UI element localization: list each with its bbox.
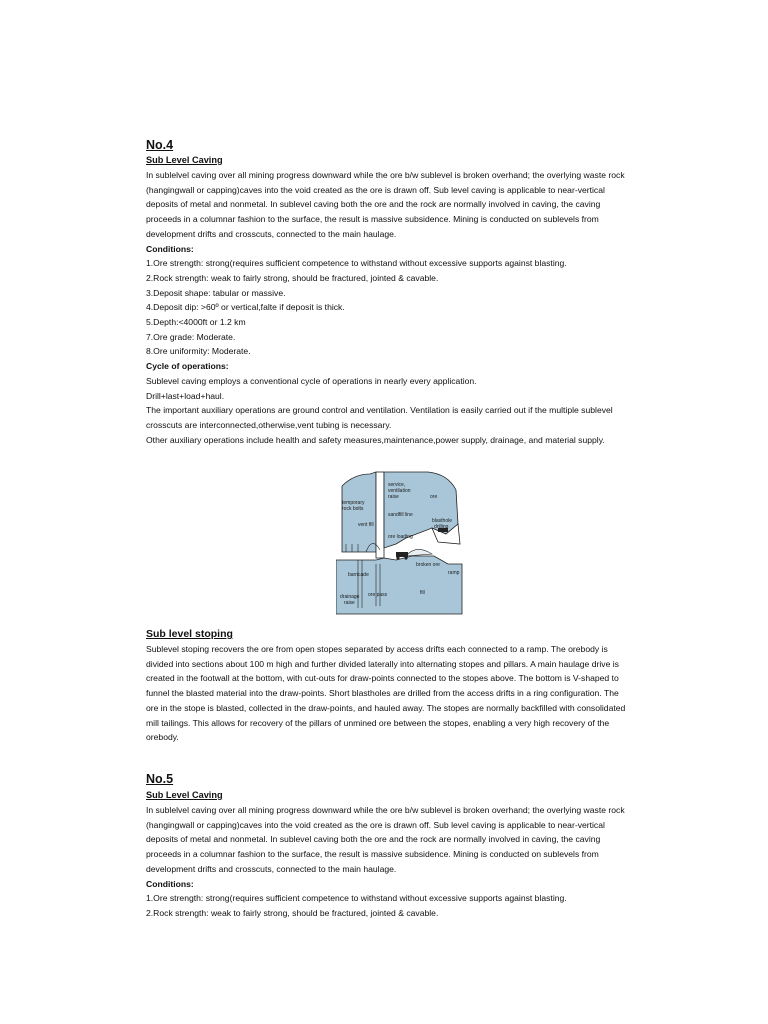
paragraph-line: (hangingwall or capping)caves into the void created as the ore is drawn off. Sub level caving is applicable to near-vertical [146,184,605,195]
condition-item: 8.Ore uniformity: Moderate. [146,346,251,357]
label-drainage-raise: raise [344,600,355,606]
cycle-line: Drill+last+load+haul. [146,390,225,401]
condition-item: 2.Rock strength: weak to fairly strong, should be fractured, jointed & cavable. [146,272,439,283]
paragraph-line: deposits of metal and nonmetal. In sublevel caving both the ore and the rock are normally involved in caving, the caving [146,199,601,210]
broken-ore-pile [406,549,432,556]
label-blasthole: blasthole [432,518,453,524]
cycle-line: crosscuts are interconnected,otherwise,vent tubing is necessary. [146,419,392,430]
label-drilling: drilling [434,524,449,530]
label-ore-loading: ore loading [388,534,413,540]
no5-body [146,803,656,921]
cycle-line: Other auxiliary operations include health and safety measures,maintenance,power supply, drainage, and material supply. [146,434,605,445]
cycle-line: The important auxiliary operations are ground control and ventilation. Ventilation is easily carried out if the multiple sublevel [146,405,613,416]
condition-item: 4.Deposit dip: >60º or vertical,falte if deposit is thick. [146,302,345,313]
diagram-svg [336,468,464,616]
paragraph-line: created in the footwall at the bottom, with cut-outs for draw-points connected to the stopes above. The bottom is V-shaped to [146,673,619,684]
paragraph-line: proceeds in a columnar fashion to the surface, the result is massive subsidence. Mining is conducted on sublevels from [146,214,599,225]
label-service: service, [388,482,406,488]
condition-item: 2.Rock strength: weak to fairly strong, should be fractured, jointed & cavable. [146,907,439,918]
label-ore: ore [430,494,438,500]
paragraph-line: development drifts and crosscuts, connected to the main haulage. [146,228,397,239]
paragraph-line: mill tailings. This allows for recovery of the pillars of unmined ore between the stopes, enabling a very high recovery of the [146,717,610,728]
sublevel-caving-diagram [336,468,464,616]
label-sandfill: sandfill line [388,512,413,518]
paragraph-line: orebody. [146,732,179,743]
section-subtitle-no5: Sub Level Caving [146,790,223,800]
condition-item: 5.Depth:<4000ft or 1.2 km [146,317,246,328]
label-temporary: temporary [342,500,365,506]
paragraph-line: development drifts and crosscuts, connected to the main haulage. [146,863,397,874]
condition-item: 1.Ore strength: strong(requires sufficient competence to withstand without excessive supports against blasting. [146,893,567,904]
paragraph-line: In sublelvel caving over all mining progress downward while the ore b/w sublevel is broken overhand; the overlying waste rock [146,805,625,815]
label-vent-fill: vent fill [358,522,374,528]
condition-item: 1.Ore strength: strong(requires sufficient competence to withstand without excessive supports against blasting. [146,258,567,269]
stoping-body [146,642,656,745]
label-barricade: barricade [348,572,369,578]
label-rock-bolts: rock bolts [342,506,364,512]
upper-left-rock [342,472,376,552]
section-number-no4: No.4 [146,138,174,152]
raise-shaft [376,472,384,558]
label-fill: fill [420,590,425,596]
lower-fill [336,556,462,614]
paragraph-line: In sublelvel caving over all mining progress downward while the ore b/w sublevel is broken overhand; the overlying waste rock [146,170,625,180]
conditions-heading: Conditions: [146,243,194,254]
cycle-heading: Cycle of operations: [146,361,229,372]
no4-body [146,168,656,447]
paragraph-line: divided into sections about 100 m high and further divided laterally into alternating stopes and pillars. A main haulage drive is [146,658,619,669]
section-number-no5: No.5 [146,772,174,786]
label-drainage: drainage [340,594,360,600]
label-ore-pass: ore pass [368,592,388,598]
cycle-line: Sublevel caving employs a conventional cycle of operations in nearly every application. [146,375,477,386]
label-ramp: ramp [448,570,460,576]
paragraph-line: deposits of metal and nonmetal. In sublevel caving both the ore and the rock are normally involved in caving, the caving [146,834,601,845]
paragraph-line: proceeds in a columnar fashion to the surface, the result is massive subsidence. Mining is conducted on sublevels from [146,849,599,860]
paragraph-line: ore in the stope is blasted, collected in the draw-points, and hauled away. The stopes are normally backfilled with consolidated [146,702,626,713]
label-broken-ore: broken ore [416,562,440,568]
paragraph-line: (hangingwall or capping)caves into the void created as the ore is drawn off. Sub level caving is applicable to near-vertical [146,819,605,830]
paragraph-line: funnel the blasted material into the draw-points. Short blastholes are drilled from the access drifts in a ring configuration. The [146,688,619,699]
label-ventilation: ventilation [388,488,411,494]
loader-wheel [404,556,407,559]
condition-item: 7.Ore grade: Moderate. [146,331,236,342]
label-raise: raise [388,494,399,500]
loader-wheel [396,556,399,559]
conditions-heading: Conditions: [146,878,194,889]
section-title-stoping: Sub level stoping [146,628,233,640]
condition-item: 3.Deposit shape: tabular or massive. [146,287,286,298]
loader-vehicle [396,552,408,557]
section-subtitle-no4: Sub Level Caving [146,155,223,165]
paragraph-line: Sublevel stoping recovers the ore from open stopes separated by access drifts each connected to a ramp. The orebody is [146,644,608,654]
